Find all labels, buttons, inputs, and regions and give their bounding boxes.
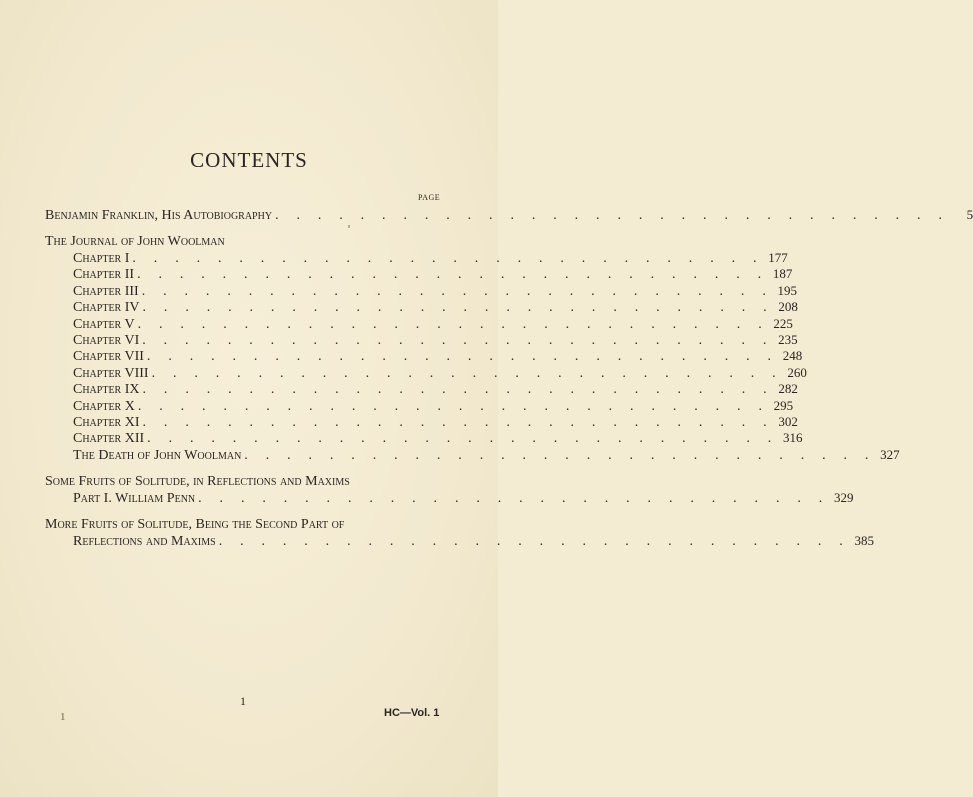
toc-entry-page: 282 [778, 381, 798, 396]
dot-leader: . . . . . . . . . . . . . . . . . . . . . . . . . . . . . . [142, 333, 774, 348]
toc-entry-page: 385 [854, 533, 874, 548]
toc-section-woolman[interactable]: The Journal of John Woolman [45, 234, 225, 249]
dot-leader: . . . . . . . . . . . . . . . . . . . . . . . . . . . . . . [244, 448, 876, 463]
toc-entry-label: Chapter I [73, 251, 130, 266]
dot-leader: . . . . . . . . . . . . . . . . . . . . . . . . . . . . . . [142, 300, 774, 315]
toc-entry-label: Chapter IX [73, 382, 140, 397]
toc-entry-page: 302 [778, 414, 798, 429]
toc-entry-page: 316 [782, 430, 803, 445]
toc-entry-label: Chapter III [73, 284, 139, 299]
toc-entry-label: Chapter XII [73, 431, 145, 446]
dot-leader: . . . . . . . . . . . . . . . . . . . . . . . . . . . . . . [142, 415, 774, 430]
toc-entry-label: Chapter VI [73, 333, 140, 348]
signature-mark: 1 [60, 711, 66, 723]
toc-entry-label: Reflections and Maxims [73, 534, 216, 549]
dot-leader: . . . . . . . . . . . . . . . . . . . . . . . . . . . . . . [137, 399, 770, 414]
toc-entry-page: 248 [782, 348, 803, 363]
toc-entry-page: 5 [966, 207, 973, 222]
toc-entry-page: 235 [778, 332, 798, 347]
toc-entry-franklin[interactable] [45, 206, 973, 224]
dot-leader: . . . . . . . . . . . . . . . . . . . . . . . . . . . . . . [137, 317, 769, 332]
page-folio: 1 [240, 694, 246, 708]
toc-entry-chapter[interactable] [73, 298, 798, 316]
toc-entry-reflections-and-maxims[interactable] [73, 532, 874, 550]
toc-entry-death-of-woolman[interactable] [73, 446, 900, 464]
page-column-header: PAGE [418, 193, 441, 202]
toc-entry-page: 329 [833, 490, 854, 505]
toc-entry-label: Benjamin Franklin, His Autobiography [45, 208, 273, 223]
toc-entry-label: Chapter IV [73, 300, 140, 315]
toc-entry-chapter[interactable] [73, 429, 803, 447]
toc-entry-page: 327 [880, 447, 900, 462]
dot-leader: . . . . . . . . . . . . . . . . . . . . . . . . . . . . . . [218, 534, 850, 549]
toc-entry-label: Chapter VIII [73, 366, 149, 381]
toc-entry-page: 177 [768, 250, 788, 265]
toc-entry-page: 295 [773, 398, 794, 413]
toc-entry-page: 208 [778, 299, 798, 314]
toc-entry-page: 260 [787, 365, 807, 380]
toc-entry-page: 195 [777, 283, 798, 298]
dot-leader: . . . . . . . . . . . . . . . . . . . . . . . . . . . . . . [147, 431, 779, 446]
toc-entry-label: Chapter VII [73, 349, 144, 364]
toc-entry-label: Part I. William Penn [73, 491, 196, 506]
paper-speck [348, 225, 350, 228]
toc-entry-label: Chapter X [73, 399, 135, 414]
dot-leader: . . . . . . . . . . . . . . . . . . . . . . . . . . . . . . [141, 284, 774, 299]
toc-entry-label: The Death of John Woolman [73, 448, 242, 463]
dot-leader: . . . . . . . . . . . . . . . . . . . . . . . . . . . . . . [132, 251, 764, 266]
volume-label: HC—Vol. 1 [384, 707, 440, 719]
toc-entry-chapter[interactable] [73, 380, 798, 398]
contents-title: CONTENTS [190, 148, 308, 172]
dot-leader: . . . . . . . . . . . . . . . . . . . . . . . . . . . . . . [146, 349, 779, 364]
dot-leader: . . . . . . . . . . . . . . . . . . . . . . . . . . . . . . [198, 491, 830, 506]
toc-entry-chapter[interactable] [73, 265, 793, 283]
toc-entry-label: Chapter II [73, 267, 135, 282]
toc-entry-william-penn[interactable] [73, 489, 854, 507]
toc-entry-label: Chapter XI [73, 415, 140, 430]
toc-entry-chapter[interactable] [73, 347, 803, 365]
toc-entry-label: Chapter V [73, 317, 135, 332]
toc-entry-page: 225 [773, 316, 793, 331]
dot-leader: . . . . . . . . . . . . . . . . . . . . . . . . . . . . . . [151, 366, 783, 381]
toc-entry-page: 187 [772, 266, 793, 281]
dot-leader: . . . . . . . . . . . . . . . . . . . . . . . . . . . . . . [142, 382, 774, 397]
dot-leader: . . . . . . . . . . . . . . . . . . . . . . . . . . . . . . [137, 267, 769, 282]
dot-leader: . . . . . . . . . . . . . . . . . . . . . . . . . . . . . . . . [275, 208, 950, 223]
toc-section-fruits-of-solitude[interactable]: Some Fruits of Solitude, in Reflections and Maxims [45, 474, 350, 489]
toc-section-more-fruits[interactable]: More Fruits of Solitude, Being the Second Part of [45, 517, 345, 532]
